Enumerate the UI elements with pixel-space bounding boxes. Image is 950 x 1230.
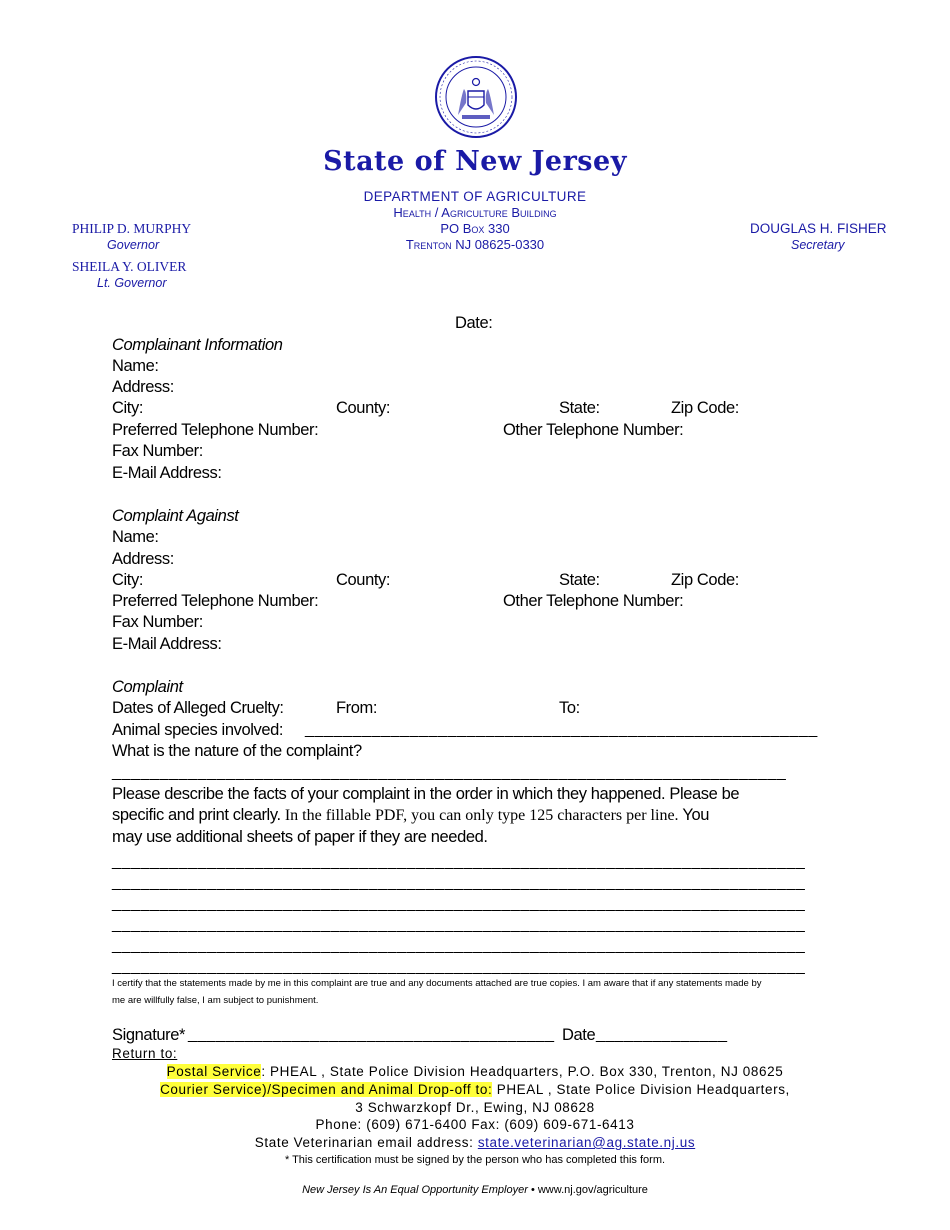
against-address-label: Address: — [112, 550, 174, 568]
postal-service-text: : PHEAL , State Police Division Headquarters, P.O. Box 330, Trenton, NJ 08625 — [261, 1064, 784, 1079]
describe-line-2b: In the fillable PDF, you can only type 125 characters per line. — [284, 807, 679, 824]
description-line-6[interactable]: _________________________________________________________________________ — [112, 958, 806, 975]
description-line-2[interactable]: _________________________________________________________________________ — [112, 874, 806, 891]
complainant-fax-label: Fax Number: — [112, 442, 203, 460]
complainant-pref-phone-label: Preferred Telephone Number: — [112, 421, 319, 439]
describe-line-2a: specific and print clearly. — [112, 806, 285, 824]
species-label: Animal species involved: — [112, 721, 284, 739]
postal-service-label: Postal Service — [166, 1064, 262, 1079]
against-zip-label: Zip Code: — [671, 571, 739, 589]
lt-governor-name: SHEILA Y. OLIVER — [72, 259, 187, 274]
against-pref-phone-label: Preferred Telephone Number: — [112, 592, 319, 610]
secretary-name: DOUGLAS H. FISHER — [750, 221, 887, 236]
dates-label: Dates of Alleged Cruelty: — [112, 699, 284, 717]
courier-address: 3 Schwarzkopf Dr., Ewing, NJ 08628 — [355, 1100, 595, 1115]
complainant-heading: Complainant Information — [112, 336, 283, 354]
footer-separator: • — [527, 1184, 538, 1196]
description-line-3[interactable]: _________________________________________________________________________ — [112, 895, 806, 912]
footer-website[interactable]: www.nj.gov/agriculture — [537, 1184, 648, 1196]
footer — [0, 1184, 950, 1196]
lt-governor-title: Lt. Governor — [97, 276, 167, 290]
date-label: Date: — [455, 314, 493, 332]
courier-service-label: Courier Service)/Specimen and Animal Drop-off to: — [160, 1082, 493, 1097]
against-fax-label: Fax Number: — [112, 613, 203, 631]
governor-name: PHILIP D. MURPHY — [72, 221, 192, 236]
state-title: State of New Jersey — [323, 146, 627, 177]
signature-date-field[interactable]: ______________ — [596, 1026, 728, 1043]
describe-line-1: Please describe the facts of your complaint in the order in which they happened. Please be — [112, 785, 740, 803]
describe-line-3: may use additional sheets of paper if they are needed. — [112, 828, 488, 846]
describe-line-2c: You — [678, 806, 710, 824]
nature-field[interactable]: _______________________________________________________________________ — [112, 764, 787, 781]
describe-line-2 — [112, 806, 709, 825]
postal-service-line — [0, 1064, 950, 1079]
po-box: PO Box 330 — [440, 221, 510, 236]
certification-note: * This certification must be signed by the person who has completed this form. — [284, 1154, 666, 1166]
nature-label: What is the nature of the complaint? — [112, 742, 362, 760]
complainant-address-label: Address: — [112, 378, 174, 396]
against-email-label: E-Mail Address: — [112, 635, 222, 653]
courier-service-text: PHEAL , State Police Division Headquarters, — [492, 1082, 790, 1097]
complainant-email-label: E-Mail Address: — [112, 464, 222, 482]
against-city-label: City: — [112, 571, 144, 589]
complainant-county-label: County: — [336, 399, 391, 417]
complainant-name-label: Name: — [112, 357, 159, 375]
description-line-5[interactable]: _________________________________________________________________________ — [112, 937, 806, 954]
against-state-label: State: — [559, 571, 600, 589]
complaint-heading: Complaint — [112, 678, 183, 696]
building-name: Health / Agriculture Building — [393, 205, 557, 220]
courier-service-line — [0, 1082, 950, 1097]
department-name: DEPARTMENT OF AGRICULTURE — [363, 189, 587, 204]
state-seal-icon — [434, 55, 518, 139]
signature-field[interactable]: _______________________________________ — [188, 1026, 555, 1043]
governor-title: Governor — [107, 238, 160, 252]
species-field[interactable]: ______________________________________________________ — [305, 721, 818, 738]
complainant-zip-label: Zip Code: — [671, 399, 739, 417]
vet-email-link[interactable]: state.veterinarian@ag.state.nj.us — [477, 1135, 696, 1150]
secretary-title: Secretary — [791, 238, 845, 252]
description-line-1[interactable]: _________________________________________________________________________ — [112, 853, 806, 870]
to-label: To: — [559, 699, 580, 717]
vet-email-line — [0, 1135, 950, 1150]
vet-email-label: State Veterinarian email address: — [254, 1135, 478, 1150]
signature-label: Signature* — [112, 1026, 186, 1044]
phone-fax-line: Phone: (609) 671-6400 Fax: (609) 609-671-6413 — [315, 1117, 635, 1132]
return-to-label: Return to: — [112, 1046, 178, 1061]
from-label: From: — [336, 699, 378, 717]
description-line-4[interactable]: _________________________________________________________________________ — [112, 916, 806, 933]
complainant-state-label: State: — [559, 399, 600, 417]
city-zip: Trenton NJ 08625-0330 — [405, 237, 545, 252]
against-heading: Complaint Against — [112, 507, 239, 525]
signature-date-label: Date — [562, 1026, 596, 1044]
against-name-label: Name: — [112, 528, 159, 546]
complainant-city-label: City: — [112, 399, 144, 417]
certify-line-2: me are willfully false, I am subject to punishment. — [112, 995, 319, 1006]
against-county-label: County: — [336, 571, 391, 589]
against-other-phone-label: Other Telephone Number: — [503, 592, 684, 610]
footer-employer: New Jersey Is An Equal Opportunity Employer — [302, 1184, 528, 1196]
complainant-other-phone-label: Other Telephone Number: — [503, 421, 684, 439]
certify-line-1: I certify that the statements made by me in this complaint are true and any documents attached are true copies. I am aware that if any statements made by — [112, 978, 762, 989]
